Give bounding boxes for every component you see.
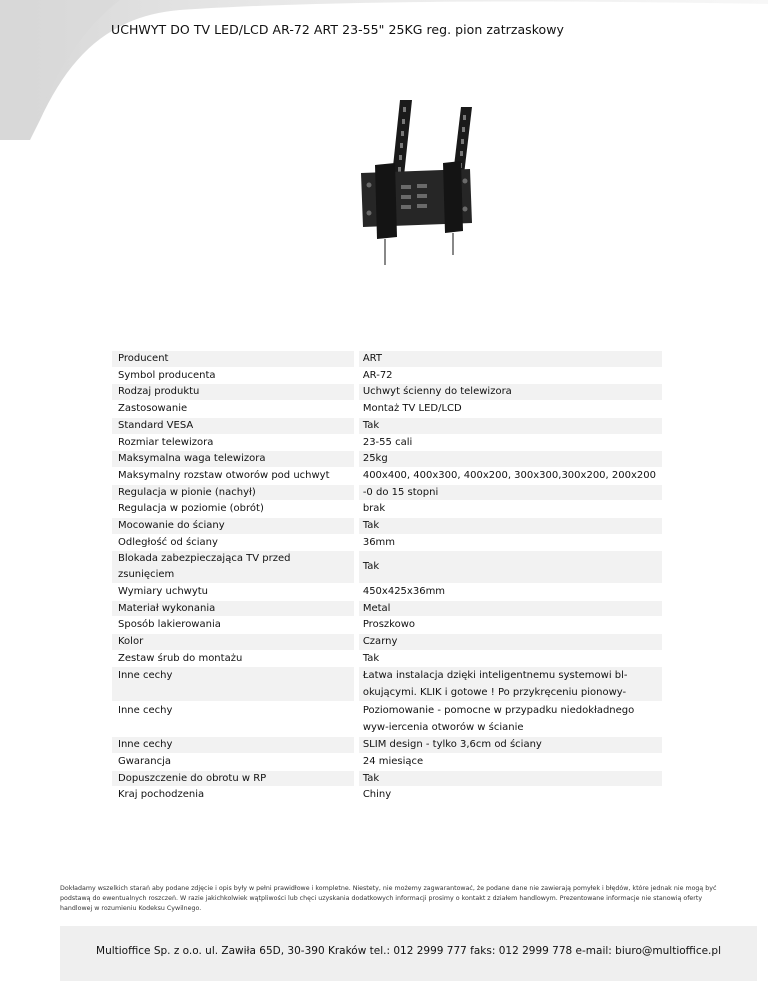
spec-value: ART	[359, 351, 662, 367]
spec-label: Rodzaj produktu	[112, 384, 354, 400]
table-row	[112, 501, 662, 517]
spec-label: Blokada zabezpieczająca TV przed zsunięciem	[112, 551, 354, 582]
spec-label: Mocowanie do ściany	[112, 518, 354, 534]
table-row	[112, 601, 662, 617]
table-row	[112, 518, 662, 534]
spec-value: 36mm	[359, 535, 662, 551]
spec-value: 400x400, 400x300, 400x200, 300x300,300x200, 200x200	[359, 468, 662, 484]
spec-value: Uchwyt ścienny do telewizora	[359, 384, 662, 400]
spec-label: Regulacja w pionie (nachył)	[112, 485, 354, 501]
spec-label: Rozmiar telewizora	[112, 435, 354, 451]
spec-value: Tak	[359, 651, 662, 667]
spec-label: Kolor	[112, 634, 354, 650]
company-contact-info: Multioffice Sp. z o.o. ul. Zawiła 65D, 30-390 Kraków tel.: 012 2999 777 faks: 012 2999 778 e-mail: biuro@multioffice.pl	[96, 945, 721, 957]
table-row	[112, 485, 662, 501]
table-row	[112, 468, 662, 484]
table-row	[112, 435, 662, 451]
table-row	[112, 771, 662, 787]
spec-label: Sposób lakierowania	[112, 617, 354, 633]
page-title: UCHWYT DO TV LED/LCD AR-72 ART 23-55" 25KG reg. pion zatrzaskowy	[111, 22, 564, 37]
spec-value: Tak	[359, 518, 662, 534]
table-row	[112, 451, 662, 467]
spec-value: Tak	[359, 771, 662, 787]
spec-value: 24 miesiące	[359, 754, 662, 770]
spec-label: Dopuszczenie do obrotu w RP	[112, 771, 354, 787]
spec-value: Proszkowo	[359, 617, 662, 633]
spec-value: Chiny	[359, 787, 662, 803]
tv-wall-mount-image	[355, 95, 475, 275]
table-row	[112, 584, 662, 600]
spec-label: Inne cechy	[112, 737, 354, 753]
spec-label: Inne cechy	[112, 667, 354, 701]
table-row	[112, 351, 662, 367]
table-row	[112, 551, 662, 582]
spec-value: Czarny	[359, 634, 662, 650]
spec-value: 23-55 cali	[359, 435, 662, 451]
spec-label: Zastosowanie	[112, 401, 354, 417]
spec-label: Wymiary uchwytu	[112, 584, 354, 600]
table-row	[112, 368, 662, 384]
spec-value: AR-72	[359, 368, 662, 384]
table-row	[112, 384, 662, 400]
spec-value: -0 do 15 stopni	[359, 485, 662, 501]
spec-value: Tak	[359, 551, 662, 582]
table-row	[112, 787, 662, 803]
spec-label: Maksymalna waga telewizora	[112, 451, 354, 467]
spec-label: Standard VESA	[112, 418, 354, 434]
footer	[60, 926, 757, 981]
table-row	[112, 401, 662, 417]
specifications-table	[112, 350, 662, 804]
spec-value: brak	[359, 501, 662, 517]
spec-value: Łatwa instalacja dzięki inteligentnemu systemowi bl-okującymi. KLIK i gotowe ! Po przykręceniu pionowy-	[359, 667, 662, 701]
table-row	[112, 667, 662, 701]
table-row	[112, 754, 662, 770]
spec-label: Zestaw śrub do montażu	[112, 651, 354, 667]
spec-label: Materiał wykonania	[112, 601, 354, 617]
disclaimer-text: Dokładamy wszelkich starań aby podane zdjęcie i opis były w pełni prawidłowe i kompletne. Niestety, nie możemy zagwarantować, że podane dane nie zawierają pomyłek i błędów, które jednak nie mogą być podstawą do ewentualnych roszczeń. W razie jakichkolwiek wątpliwości lub chęci uzyskania dodatkowych informacji prosimy o kontakt z działem handlowym. Prezentowane informacje nie stanowią oferty handlowej w rozumieniu Kodeksu Cywilnego.	[60, 885, 717, 912]
spec-label: Kraj pochodzenia	[112, 787, 354, 803]
spec-label: Gwarancja	[112, 754, 354, 770]
table-row	[112, 702, 662, 736]
table-row	[112, 634, 662, 650]
spec-label: Symbol producenta	[112, 368, 354, 384]
spec-label: Producent	[112, 351, 354, 367]
spec-value: Metal	[359, 601, 662, 617]
spec-value: Montaż TV LED/LCD	[359, 401, 662, 417]
spec-value: 450x425x36mm	[359, 584, 662, 600]
spec-label: Odległość od ściany	[112, 535, 354, 551]
spec-value: Tak	[359, 418, 662, 434]
spec-value: SLIM design - tylko 3,6cm od ściany	[359, 737, 662, 753]
table-row	[112, 418, 662, 434]
table-row	[112, 737, 662, 753]
table-row	[112, 535, 662, 551]
table-row	[112, 617, 662, 633]
spec-value: 25kg	[359, 451, 662, 467]
spec-label: Inne cechy	[112, 702, 354, 736]
spec-label: Regulacja w poziomie (obrót)	[112, 501, 354, 517]
table-row	[112, 651, 662, 667]
spec-value: Poziomowanie - pomocne w przypadku niedokładnego wyw-iercenia otworów w ścianie	[359, 702, 662, 736]
spec-label: Maksymalny rozstaw otworów pod uchwyt	[112, 468, 354, 484]
